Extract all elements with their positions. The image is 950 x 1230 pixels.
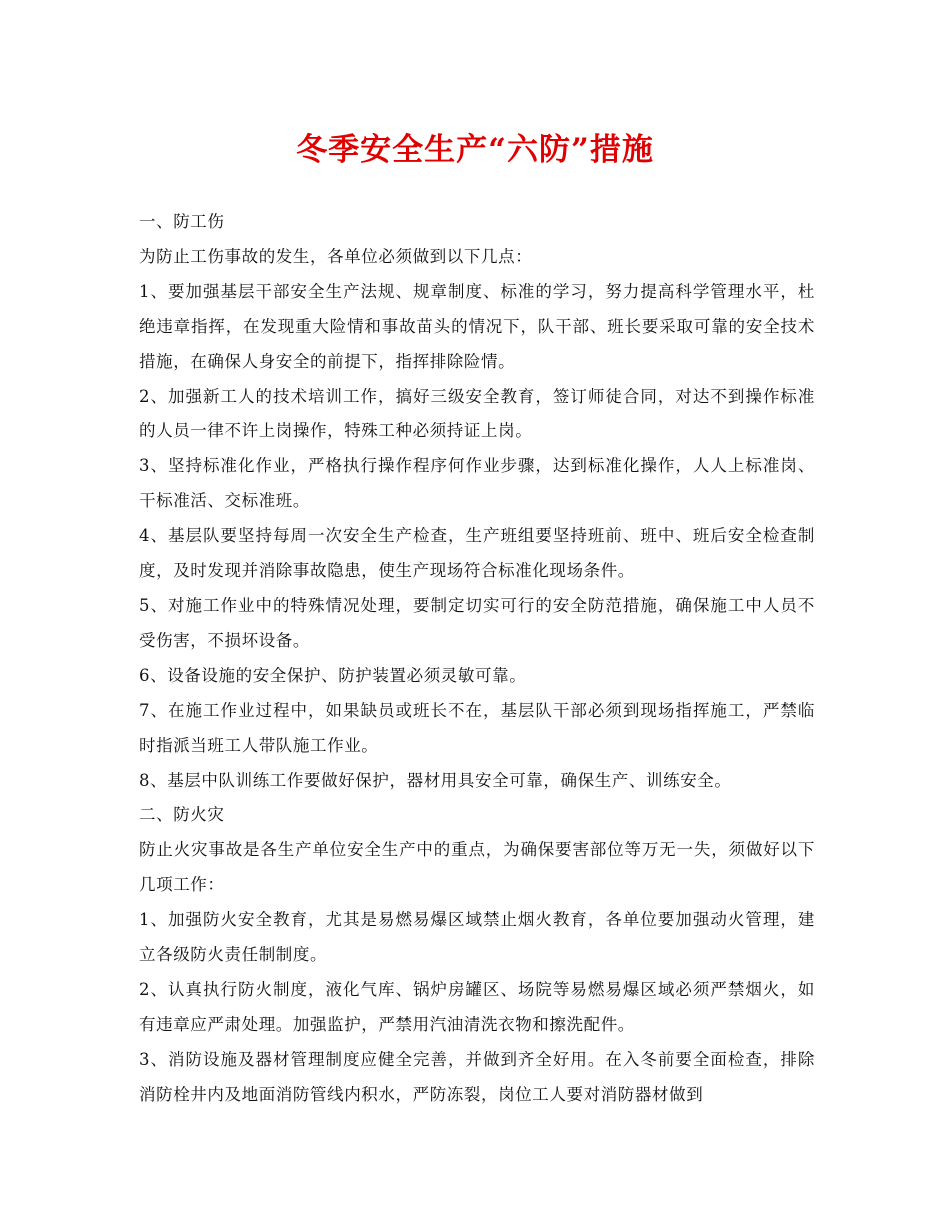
paragraph: 防止火灾事故是各生产单位安全生产中的重点，为确保要害部位等万无一失，须做好以下几项工作： bbox=[139, 840, 815, 895]
list-item: 1、要加强基层干部安全生产法规、规章制度、标准的学习，努力提高科学管理水平，杜绝违章指挥，在发现重大险情和事故苗头的情况下，队干部、班长要采取可靠的安全技术措施，在确保人身安全的前提下，指挥排除险情。 bbox=[139, 281, 815, 371]
list-item: 3、坚持标准化作业，严格执行操作程序何作业步骤，达到标准化操作，人人上标准岗、干标准活、交标准班。 bbox=[139, 456, 815, 511]
list-item: 5、对施工作业中的特殊情况处理，要制定切实可行的安全防范措施，确保施工中人员不受伤害，不损坏设备。 bbox=[139, 595, 815, 650]
list-item: 2、认真执行防火制度，液化气库、锅炉房罐区、场院等易燃易爆区域必须严禁烟火，如有违章应严肃处理。加强监护，严禁用汽油清洗衣物和擦洗配件。 bbox=[139, 979, 815, 1034]
list-item: 7、在施工作业过程中，如果缺员或班长不在，基层队干部必须到现场指挥施工，严禁临时指派当班工人带队施工作业。 bbox=[139, 700, 815, 755]
list-item: 4、基层队要坚持每周一次安全生产检查，生产班组要坚持班前、班中、班后安全检查制度，及时发现并消除事故隐患，使生产现场符合标准化现场条件。 bbox=[139, 526, 815, 581]
paragraph: 为防止工伤事故的发生，各单位必须做到以下几点： bbox=[139, 246, 533, 266]
section-heading: 二、防火灾 bbox=[139, 805, 225, 825]
list-item: 3、消防设施及器材管理制度应健全完善，并做到齐全好用。在入冬前要全面检查，排除消防栓井内及地面消防管线内积水，严防冻裂，岗位工人要对消防器材做到 bbox=[139, 1049, 815, 1104]
list-item: 6、设备设施的安全保护、防护装置必须灵敏可靠。 bbox=[139, 665, 527, 685]
list-item: 1、加强防火安全教育，尤其是易燃易爆区域禁止烟火教育，各单位要加强动火管理，建立各级防火责任制制度。 bbox=[139, 910, 815, 965]
list-item: 2、加强新工人的技术培训工作，搞好三级安全教育，签订师徒合同，对达不到操作标准的人员一律不许上岗操作，特殊工种必须持证上岗。 bbox=[139, 386, 815, 441]
document-body bbox=[139, 205, 815, 1113]
section-heading: 一、防工伤 bbox=[139, 212, 225, 231]
list-item: 8、基层中队训练工作要做好保护，器材用具安全可靠，确保生产、训练安全。 bbox=[139, 770, 732, 790]
document-title: 冬季安全生产“六防”措施 bbox=[296, 132, 654, 168]
